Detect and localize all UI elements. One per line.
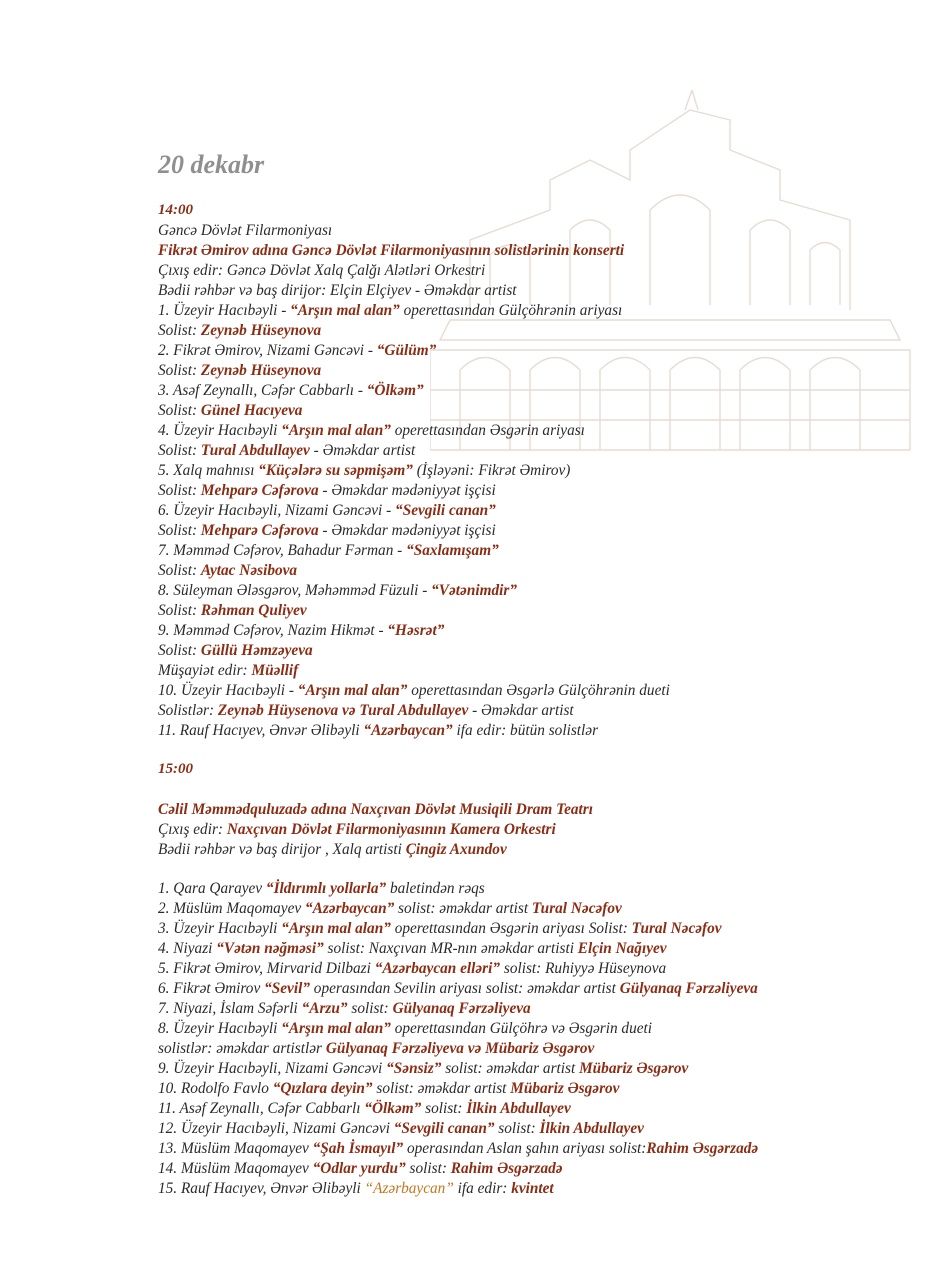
line-text: operasından Aslan şahın ariyası solist: <box>403 1140 647 1157</box>
line-text: Solist: <box>158 402 201 419</box>
program-line <box>158 261 670 281</box>
highlighted-text: “Azərbaycan elləri” <box>374 960 501 977</box>
highlighted-text: “Arşın mal alan” <box>297 682 408 699</box>
line-text: solistlər: əməkdar artistlər <box>158 1040 326 1057</box>
program-line <box>158 301 670 321</box>
line-text: 5. Xalq mahnısı <box>158 462 259 479</box>
line-text: 6. Üzeyir Hacıbəyli, Nizami Gəncəvi - <box>158 502 396 519</box>
highlighted-text: Gülyanaq Fərzəliyeva <box>619 980 758 997</box>
line-text: 4. Üzeyir Hacıbəyli <box>158 422 282 439</box>
highlighted-text: Günel Hacıyeva <box>200 402 303 419</box>
highlighted-text: Fikrət Əmirov adına Gəncə Dövlət Filarmoniyasının solistlərinin konserti <box>158 242 625 259</box>
highlighted-text: “Arşın mal alan” <box>281 422 391 439</box>
event-time-1500: 15:00 <box>158 761 193 777</box>
program-line <box>158 441 670 461</box>
highlighted-text: “Vətənimdir” <box>431 582 517 599</box>
highlighted-text: Güllü Həmzəyeva <box>200 642 313 659</box>
program-line <box>158 1099 758 1119</box>
program-line <box>158 581 670 601</box>
line-text: 14. Müslüm Maqomayev <box>158 1160 313 1177</box>
line-text: 1. Qara Qarayev <box>158 880 266 897</box>
program-line <box>158 361 670 381</box>
line-text: 12. Üzeyir Hacıbəyli, Nizami Gəncəvi <box>158 1120 394 1137</box>
program-line <box>158 1179 758 1199</box>
line-text: - Əməkdar mədəniyyət işçisi <box>318 482 496 499</box>
program-line <box>158 481 670 501</box>
line-text: solist: əməkdar artist <box>441 1060 580 1077</box>
program-line <box>158 1079 758 1099</box>
line-text: 11. Rauf Hacıyev, Ənvər Əlibəyli <box>158 722 364 739</box>
highlighted-text: Rahim Əsgərzadə <box>450 1160 563 1177</box>
program-line <box>158 641 670 661</box>
program-line <box>158 561 670 581</box>
line-text: Çıxış edir: Gəncə Dövlət Xalq Çalğı Alətləri Orkestri <box>158 262 486 279</box>
line-text: 7. Niyazi, İslam Səfərli <box>158 1000 302 1017</box>
program-line <box>158 681 670 701</box>
line-text: operettasından Əsgərlə Gülçöhrənin dueti <box>407 682 670 699</box>
program-line <box>158 421 670 441</box>
highlighted-text: İlkin Abdullayev <box>539 1120 644 1137</box>
line-text: 3. Asəf Zeynallı, Cəfər Cabbarlı - <box>158 382 367 399</box>
highlighted-text: “Azərbaycan” <box>363 722 453 739</box>
highlighted-text: Naxçıvan Dövlət Filarmoniyasının Kamera Orkestri <box>226 821 556 838</box>
line-text: 8. Süleyman Ələsgərov, Məhəmməd Füzuli - <box>158 582 432 599</box>
line-text: Solistlər: <box>158 702 218 719</box>
program-line <box>158 1119 758 1139</box>
program-line <box>158 401 670 421</box>
highlighted-text: “Küçələrə su səpmişəm” <box>258 462 413 479</box>
program-line <box>158 1159 758 1179</box>
highlighted-text: Zeynəb Hüseynova <box>200 362 322 379</box>
highlighted-text: “Qızlara deyin” <box>272 1080 373 1097</box>
highlighted-text: “Sevgili canan” <box>395 502 496 519</box>
highlighted-text: Müəllif <box>251 662 299 679</box>
highlighted-text: Gülyanaq Fərzəliyeva <box>392 1000 531 1017</box>
highlighted-text: “Vətən nəğməsi” <box>216 940 324 957</box>
line-text: Solist: <box>158 322 201 339</box>
line-text: 2. Müslüm Maqomayev <box>158 900 305 917</box>
highlighted-text: Tural Nəcəfov <box>531 900 622 917</box>
line-text: solist: <box>494 1120 540 1137</box>
line-text: 6. Fikrət Əmirov <box>158 980 265 997</box>
line-text: operettasından Gülçöhrə və Əsgərin dueti <box>390 1020 653 1037</box>
highlighted-text: “Həsrət” <box>387 622 445 639</box>
highlighted-text: Zeynəb Hüseynova <box>200 322 322 339</box>
highlighted-text: Rahim Əsgərzadə <box>646 1140 759 1157</box>
line-text: 13. Müslüm Maqomayev <box>158 1140 313 1157</box>
program-line <box>158 840 593 860</box>
highlighted-text: Mehparə Cəfərova <box>200 482 319 499</box>
line-text: ifa edir: bütün solistlər <box>452 722 599 739</box>
line-text: solist: Naxçıvan MR-nın əməkdar artisti <box>323 940 578 957</box>
line-text: Solist: <box>158 442 201 459</box>
program-line <box>158 501 670 521</box>
line-text: (İşləyəni: Fikrət Əmirov) <box>412 462 571 479</box>
highlighted-text: “Sevgili canan” <box>393 1120 495 1137</box>
line-text: Çıxış edir: <box>158 821 227 838</box>
highlighted-text: İlkin Abdullayev <box>466 1100 571 1117</box>
program-line <box>158 1039 758 1059</box>
line-text: 3. Üzeyir Hacıbəyli <box>158 920 282 937</box>
line-text: Bədii rəhbər və baş dirijor: Elçin Elçiyev - Əməkdar artist <box>158 282 517 299</box>
line-text: 1. Üzeyir Hacıbəyli - <box>158 302 291 319</box>
highlighted-text: “Ölkəm” <box>364 1100 422 1117</box>
highlighted-text: “Arşın mal alan” <box>281 920 391 937</box>
line-text: - Əməkdar mədəniyyət işçisi <box>318 522 496 539</box>
program-line <box>158 381 670 401</box>
line-text: solist: <box>405 1160 451 1177</box>
line-text: Bədii rəhbər və baş dirijor , Xalq artisti <box>158 841 406 858</box>
program-line <box>158 601 670 621</box>
program-line <box>158 621 670 641</box>
program-line <box>158 800 593 820</box>
program-line <box>158 959 758 979</box>
line-text: 10. Üzeyir Hacıbəyli - <box>158 682 298 699</box>
line-text: ifa edir: <box>453 1180 512 1197</box>
highlighted-text: “Arşın mal alan” <box>290 302 400 319</box>
event-1500-program <box>158 879 758 1199</box>
program-line <box>158 899 758 919</box>
program-line <box>158 721 670 741</box>
program-line <box>158 241 670 261</box>
highlighted-text: Tural Nəcəfov <box>631 920 722 937</box>
line-text: - Əməkdar artist <box>468 702 574 719</box>
program-line <box>158 461 670 481</box>
highlighted-text: “Azərbaycan” <box>305 900 395 917</box>
line-text: 9. Üzeyir Hacıbəyli, Nizami Gəncəvi <box>158 1060 387 1077</box>
line-text: 2. Fikrət Əmirov, Nizami Gəncəvi - <box>158 342 377 359</box>
highlighted-text: “Saxlamışam” <box>406 542 499 559</box>
program-line <box>158 321 670 341</box>
line-text: Solist: <box>158 602 201 619</box>
program-date: 20 dekabr <box>158 150 265 179</box>
line-text: solist: <box>347 1000 393 1017</box>
line-text: operettasından Əsgərin ariyası Solist: <box>390 920 632 937</box>
line-text: operettasından Əsgərin ariyası <box>390 422 585 439</box>
program-line <box>158 1019 758 1039</box>
line-text: 5. Fikrət Əmirov, Mirvarid Dilbazi <box>158 960 375 977</box>
line-text: solist: əməkdar artist <box>394 900 532 917</box>
program-line <box>158 939 758 959</box>
highlighted-text: “Sənsiz” <box>386 1060 442 1077</box>
line-text: baletindən rəqs <box>386 880 485 897</box>
line-text: 8. Üzeyir Hacıbəyli <box>158 1020 282 1037</box>
program-line <box>158 879 758 899</box>
line-text: - Əməkdar artist <box>309 442 416 459</box>
line-text: 7. Məmməd Cəfərov, Bahadur Fərman - <box>158 542 407 559</box>
program-line <box>158 999 758 1019</box>
line-text: solist: Ruhiyyə Hüseynova <box>500 960 667 977</box>
event-1400-program <box>158 221 670 741</box>
highlighted-text: Çingiz Axundov <box>405 841 507 858</box>
line-text: Solist: <box>158 362 201 379</box>
line-text: Solist: <box>158 562 201 579</box>
highlighted-text: Mehparə Cəfərova <box>200 522 319 539</box>
line-text: operasından Sevilin ariyası solist: əməkdar artist <box>309 980 620 997</box>
event-time-1400: 14:00 <box>158 202 193 218</box>
program-line <box>158 521 670 541</box>
highlighted-text: “Odlar yurdu” <box>312 1160 406 1177</box>
highlighted-text: Mübariz Əsgərov <box>510 1080 620 1097</box>
highlighted-text: Rəhman Quliyev <box>200 602 307 619</box>
program-line <box>158 1059 758 1079</box>
line-text: operettasından Gülçöhrənin ariyası <box>399 302 623 319</box>
highlighted-text: “Gülüm” <box>376 342 437 359</box>
line-text: solist: əməkdar artist <box>372 1080 511 1097</box>
highlighted-text: Mübariz Əsgərov <box>579 1060 689 1077</box>
highlighted-text: Elçin Nağıyev <box>577 940 667 957</box>
highlighted-text: Aytac Nəsibova <box>200 562 298 579</box>
line-text: 11. Asəf Zeynallı, Cəfər Cabbarlı <box>158 1100 365 1117</box>
line-text: solist: <box>421 1100 467 1117</box>
highlighted-text: “Arşın mal alan” <box>281 1020 391 1037</box>
line-text: Solist: <box>158 522 201 539</box>
highlighted-text: Zeynəb Hüysenova və Tural Abdullayev <box>217 702 469 719</box>
program-line <box>158 341 670 361</box>
line-text: Gəncə Dövlət Filarmoniyası <box>158 222 333 239</box>
program-line <box>158 701 670 721</box>
program-line <box>158 820 593 840</box>
program-line <box>158 979 758 999</box>
program-line <box>158 281 670 301</box>
highlighted-text: “İldırımlı yollarla” <box>265 880 387 897</box>
program-line <box>158 541 670 561</box>
line-text: 10. Rodolfo Favlo <box>158 1080 273 1097</box>
highlighted-text: “Sevil” <box>264 980 310 997</box>
highlighted-text: Cəlil Məmmədquluzadə adına Naxçıvan Dövlət Musiqili Dram Teatrı <box>158 801 593 818</box>
highlighted-text: Tural Abdullayev <box>200 442 310 459</box>
line-text: Solist: <box>158 642 201 659</box>
event-1500-header <box>158 800 593 860</box>
line-text: 4. Niyazi <box>158 940 217 957</box>
line-text: 15. Rauf Hacıyev, Ənvər Əlibəyli <box>158 1180 365 1197</box>
program-line <box>158 221 670 241</box>
line-text: “Azərbaycan” <box>364 1180 454 1197</box>
line-text: 9. Məmməd Cəfərov, Nazim Hikmət - <box>158 622 388 639</box>
highlighted-text: Gülyanaq Fərzəliyeva və Mübariz Əsgərov <box>325 1040 595 1057</box>
program-line <box>158 661 670 681</box>
program-line <box>158 1139 758 1159</box>
line-text: Müşayiət edir: <box>158 662 252 679</box>
highlighted-text: kvintet <box>511 1180 554 1197</box>
highlighted-text: “Şah İsmayıl” <box>312 1140 404 1157</box>
highlighted-text: “Ölkəm” <box>366 382 424 399</box>
program-line <box>158 919 758 939</box>
highlighted-text: “Arzu” <box>301 1000 348 1017</box>
line-text: Solist: <box>158 482 201 499</box>
